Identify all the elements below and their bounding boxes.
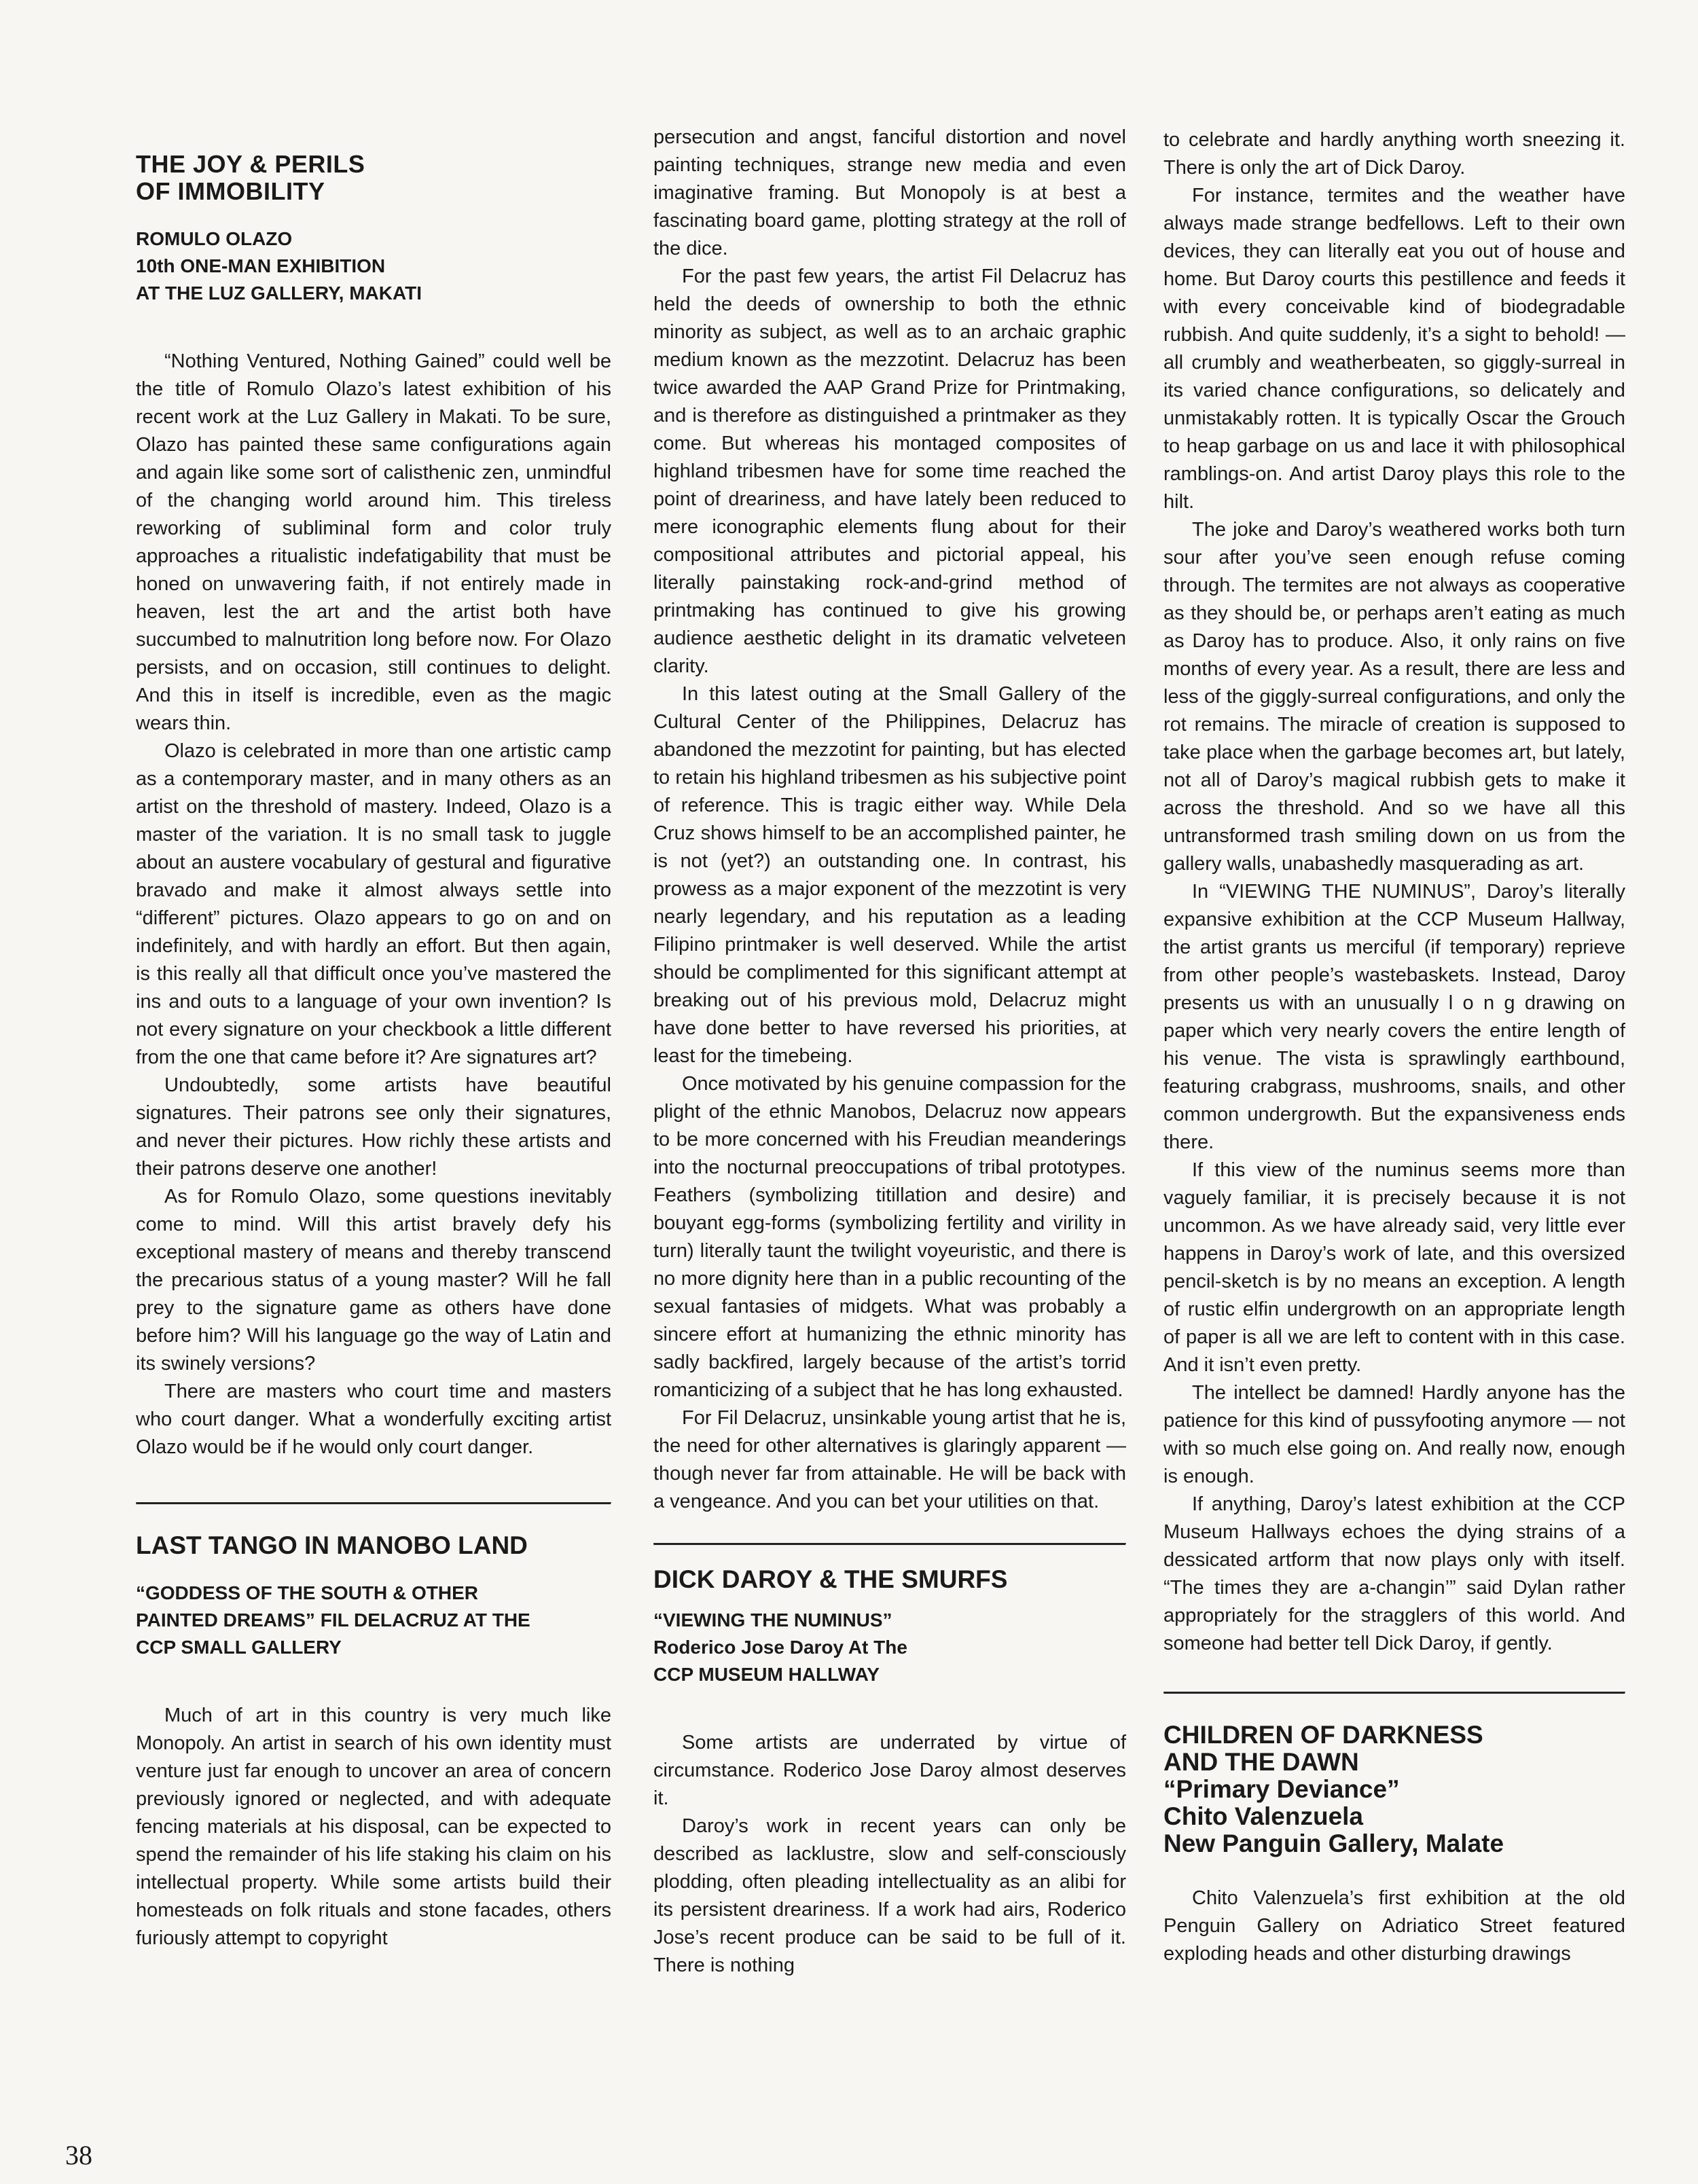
article4-title-line: AND THE DAWN: [1163, 1748, 1359, 1776]
article2-title: LAST TANGO IN MANOBO LAND: [136, 1531, 528, 1559]
page-number: 38: [65, 2140, 92, 2170]
article1-subtitle-line: AT THE LUZ GALLERY, MAKATI: [136, 283, 422, 304]
article3-subtitle-line: Roderico Jose Daroy At The: [653, 1637, 907, 1658]
paragraph: Much of art in this country is very much like Monopoly. An artist in search of his own identity must venture just far enough to uncover an area of concern previously ignored or neglected, and with adequate fencing materials at his disposal, can be expected to spend the remainder of his life staking his claim on his intellectual property. While some artists build their homesteads on folk rituals and stone facades, others furiously attempt to copyright: [136, 1705, 611, 1949]
article4-subtitle-line: New Panguin Gallery, Malate: [1163, 1830, 1504, 1857]
article1-subtitle-line: ROMULO OLAZO: [136, 228, 293, 249]
paragraph: There are masters who court time and masters who court danger. What a wonderfully exciting artist Olazo would be if he would only court danger.: [136, 1381, 611, 1458]
article1-subtitle-line: 10th ONE-MAN EXHIBITION: [136, 255, 386, 276]
article2-subtitle-line: “GODDESS OF THE SOUTH & OTHER: [136, 1582, 479, 1603]
article3-title: DICK DAROY & THE SMURFS: [653, 1565, 1008, 1593]
article1-title-line: THE JOY & PERILS: [136, 150, 365, 178]
article3-subtitle-line: “VIEWING THE NUMINUS”: [653, 1609, 892, 1631]
paragraph: Daroy’s work in recent years can only be described as lacklustre, slow and self-consciously plodding, often pleading intellectuality as an alibi for its persistent dreariness. If a work had airs, Roderico Jose’s recent produce can be said to be full of it. There is nothing: [653, 1815, 1126, 1976]
paragraph: Olazo is celebrated in more than one artistic camp as a contemporary master, and in many others as an artist on the threshold of mastery. Indeed, Olazo is a master of the variation. It is no small task to juggle about an austere vocabulary of gestural and figurative bravado and make it almost always settle into “different” pictures. Olazo appears to go on and on indefinitely, and with hardly an effort. But then again, is this really all that difficult once you’ve mastered the ins and outs to a language of your own invention? Is not every signature on your checkbook a little different from the one that came before it? Are signatures art?: [136, 740, 611, 1068]
paragraph: The joke and Daroy’s weathered works both turn sour after you’ve seen enough refuse coming through. The termites are not always as cooperative as they should be, or perhaps aren’t eating as much as Daroy has to produce. Also, it only rains on five months of every year. As a result, there are less and less of the giggly-surreal configurations, and only the rot remains. The miracle of creation is supposed to take place when the garbage becomes art, but lately, not all of Daroy’s magical rubbish gets to make it across the threshold. And so we have all this untransformed trash smiling down on us from the gallery walls, unabashedly masquerading as art.: [1163, 519, 1625, 875]
paragraph: If this view of the numinus seems more than vaguely familiar, it is precisely because it is not uncommon. As we have already said, very little ever happens in Daroy’s work of late, and this oversized pencil-sketch is by no means an exception. A length of rustic elfin undergrowth on an appropriate length of paper is all we are left to content with in this case. And it isn’t even pretty.: [1163, 1159, 1625, 1376]
article4-subtitle-line: “Primary Deviance”: [1163, 1775, 1400, 1803]
paragraph: As for Romulo Olazo, some questions inevitably come to mind. Will this artist bravely defy his exceptional mastery of means and thereby transcend the precarious status of a young master? Will he fall prey to the signature game as others have done before him? Will his language go the way of Latin and its swinely versions?: [136, 1186, 611, 1375]
paragraph: For Fil Delacruz, unsinkable young artist that he is, the need for other alternatives is glaringly apparent — though never far from attainable. He will be back with a vengeance. And you can bet your utilities on that.: [653, 1407, 1126, 1512]
paragraph: If anything, Daroy’s latest exhibition at the CCP Museum Hallways echoes the dying strains of a dessicated artform that now plays only with itself. “The times they are a-changin’” said Dylan rather appropriately for the stragglers of this world. And someone had better tell Dick Daroy, if gently.: [1163, 1493, 1625, 1654]
paragraph-continuation: persecution and angst, fanciful distortion and novel painting techniques, strange new media and even imaginative framing. But Monopoly is at best a fascinating board game, plotting strategy at the roll of the dice.: [653, 126, 1126, 259]
paragraph: Undoubtedly, some artists have beautiful signatures. Their patrons see only their signatures, and never their pictures. How richly these artists and their patrons deserve one another!: [136, 1074, 611, 1180]
article2-subtitle-line: PAINTED DREAMS” FIL DELACRUZ AT THE: [136, 1609, 530, 1631]
article4-title: [1163, 1722, 1625, 1776]
article2-subtitle: [136, 1580, 611, 1661]
article4-subtitle: [1163, 1776, 1625, 1857]
paragraph: Once motivated by his genuine compassion for the plight of the ethnic Manobos, Delacruz now appears to be more concerned with his Freudian meanderings into the nocturnal preoccupations of tribal prototypes. Feathers (symbolizing titillation and desire) and bouyant egg-forms (symbolizing fertility and virility in turn) literally taunt the twilight voyeuristic, and there is no more dignity here than in a public recounting of the sexual fantasies of midgets. What was probably a sincere effort at humanizing the ethnic minority has sadly backfired, largely because of the artist’s torrid romanticizing of a subject that he has long exhausted.: [653, 1073, 1126, 1401]
article1-title-line: OF IMMOBILITY: [136, 177, 325, 205]
article3-subtitle-line: CCP MUSEUM HALLWAY: [653, 1664, 880, 1685]
paragraph: Some artists are underrated by virtue of circumstance. Roderico Jose Daroy almost deserves it.: [653, 1732, 1126, 1809]
paragraph: In “VIEWING THE NUMINUS”, Daroy’s literally expansive exhibition at the CCP Museum Hallway, the artist grants us merciful (if temporary) reprieve from other people’s wastebaskets. Instead, Daroy presents us with an unusually l o n g drawing on paper which very nearly covers the entire length of his venue. The vista is sprawlingly earthbound, featuring crabgrass, mushrooms, snails, and other common undergrowth. But the expansiveness ends there.: [1163, 881, 1625, 1153]
paragraph: Chito Valenzuela’s first exhibition at the old Penguin Gallery on Adriatico Street featured exploding heads and other disturbing drawings: [1163, 1887, 1625, 1965]
paragraph: In this latest outing at the Small Gallery of the Cultural Center of the Philippines, Delacruz has abandoned the mezzotint for painting, but has elected to retain his highland tribesmen as his subjective point of reference. This is tragic either way. While Dela Cruz shows himself to be an accomplished painter, he is not (yet?) an outstanding one. In contrast, his prowess as a major exponent of the mezzotint is very nearly legendary, and his reputation as a leading Filipino printmaker is well deserved. While the artist should be complimented for this significant attempt at breaking out of his previous mold, Delacruz might have done better to have reversed his priorities, at least for the timebeing.: [653, 683, 1126, 1067]
paragraph: For instance, termites and the weather have always made strange bedfellows. Left to their own devices, they can literally eat you out of house and home. But Daroy courts this pestillence and feeds it with every conceivable kind of biodegradable rubbish. And quite suddenly, it’s a sight to behold! — all crumbly and weatherbeaten, so giggly-surreal in its varied chance configurations, so delicately and unmistakably rotten. It is typically Oscar the Grouch to heap garbage on us and lace it with philosophical ramblings-on. And artist Daroy plays this role to the hilt.: [1163, 185, 1625, 513]
paragraph: “Nothing Ventured, Nothing Gained” could well be the title of Romulo Olazo’s latest exhibition of his recent work at the Luz Gallery in Makati. To be sure, Olazo has painted these same configurations again and again like some sort of calisthenic zen, unmindful of the changing world around him. This tireless reworking of subliminal form and color truly approaches a ritualistic indefatigability that must be honed on unwavering faith, if not entirely made in heaven, lest the art and the artist both have succumbed to malnutrition long before now. For Olazo persists, and on occasion, still continues to delight. And this in itself is incredible, even as the magic wears thin.: [136, 350, 611, 734]
article1-title: [136, 151, 611, 205]
paragraph-continuation: to celebrate and hardly anything worth sneezing it. There is only the art of Dick Daroy.: [1163, 129, 1625, 179]
article1-subtitle: [136, 225, 611, 307]
column-2: [653, 124, 1126, 1980]
article1-body: [136, 348, 611, 1461]
article3-subtitle: [653, 1607, 1126, 1688]
article4-subtitle-line: Chito Valenzuela: [1163, 1802, 1364, 1830]
article2-subtitle-line: CCP SMALL GALLERY: [136, 1637, 342, 1658]
article4-title-line: CHILDREN OF DARKNESS: [1163, 1721, 1483, 1749]
column-1: [136, 151, 611, 1952]
paragraph: For the past few years, the artist Fil Delacruz has held the deeds of ownership to both the ethnic minority as subject, as well as to an archaic graphic medium known as the mezzotint. Delacruz has been twice awarded the AAP Grand Prize for Printmaking, and is therefore as distinguished a printmaker as they come. But whereas his montaged composites of highland tribesmen have for some time reached the point of dreariness, and have lately been reduced to mere iconographic elements flung about for their compositional attributes and pictorial appeal, his literally painstaking rock-and-grind method of printmaking has continued to give his growing audience aesthetic delight in its dramatic velveteen clarity.: [653, 266, 1126, 677]
column-3: [1163, 126, 1625, 1968]
paragraph: The intellect be damned! Hardly anyone has the patience for this kind of pussyfooting anymore — not with so much else going on. And really now, enough is enough.: [1163, 1382, 1625, 1487]
